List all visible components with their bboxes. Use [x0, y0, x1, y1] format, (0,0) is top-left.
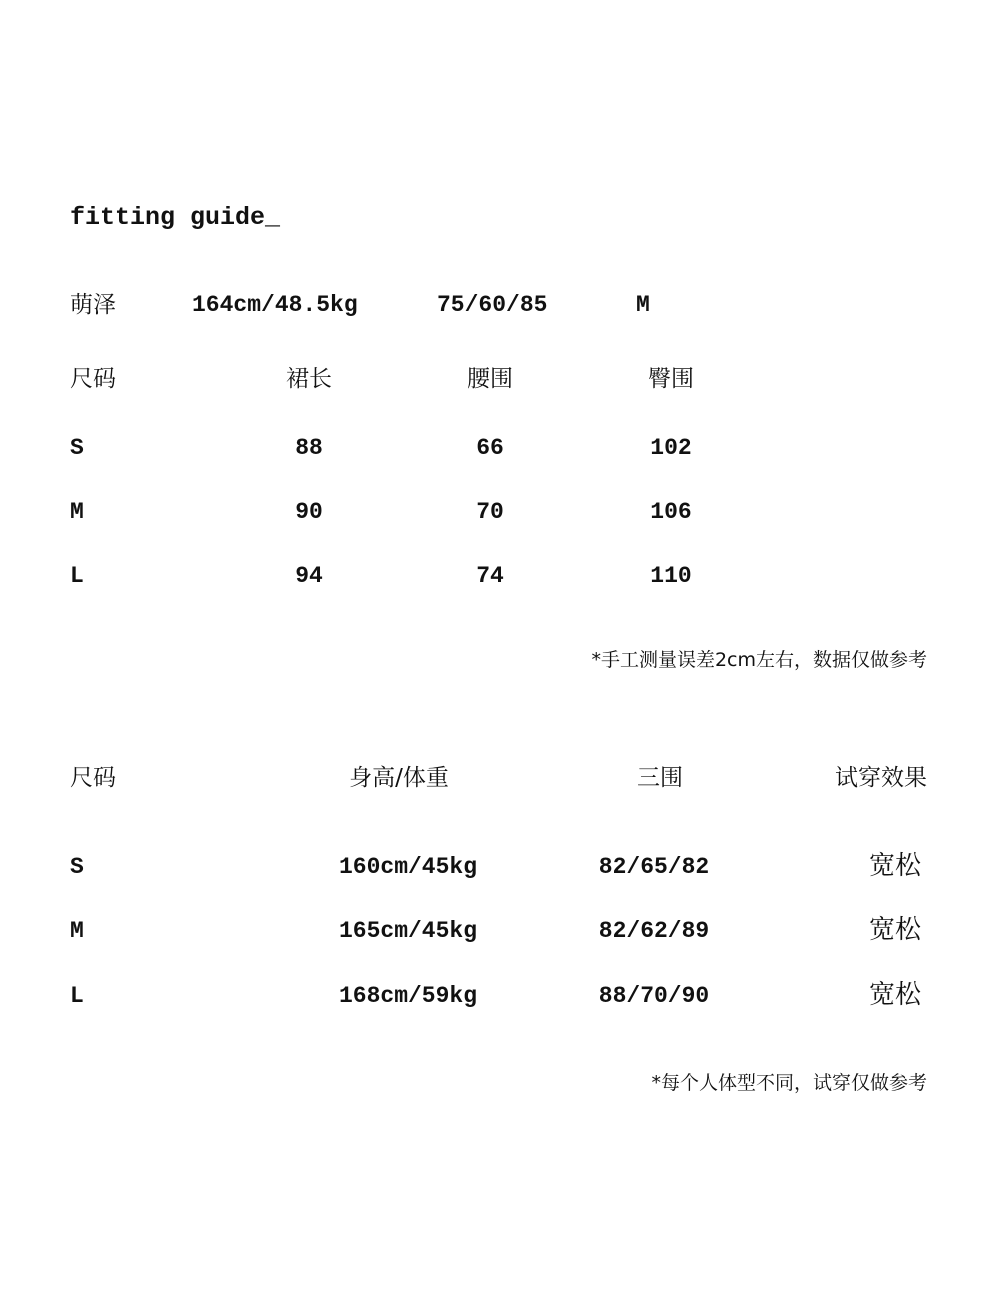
size-cell: L: [70, 563, 84, 589]
hip-cell: 110: [650, 563, 692, 589]
model-size: M: [636, 292, 650, 318]
model-height-weight: 164cm/48.5kg: [192, 292, 358, 318]
hip-cell: 106: [650, 499, 692, 525]
waist-cell: 66: [476, 435, 504, 461]
hip-cell: 102: [650, 435, 692, 461]
waist-cell: 70: [476, 499, 504, 525]
size-cell: S: [70, 854, 84, 880]
measurements-cell: 82/62/89: [598, 918, 710, 944]
measurement-note: *手工测量误差2cm左右，数据仅做参考: [591, 649, 927, 671]
model-measurements: 75/60/85: [437, 292, 548, 318]
height-weight-cell: 160cm/45kg: [338, 854, 478, 880]
fit-effect-cell: 宽松: [869, 980, 922, 1010]
fit-effect-cell: 宽松: [869, 915, 922, 945]
fit-table-header-size: 尺码: [70, 765, 116, 791]
waist-cell: 74: [476, 563, 504, 589]
height-weight-cell: 165cm/45kg: [338, 918, 478, 944]
fit-effect-cell: 宽松: [869, 851, 922, 881]
fit-note: *每个人体型不同，试穿仅做参考: [651, 1072, 927, 1094]
height-weight-cell: 168cm/59kg: [338, 983, 478, 1009]
size-cell: M: [70, 918, 84, 944]
length-cell: 90: [295, 499, 323, 525]
size-table-header-hip: 臀围: [648, 366, 694, 392]
size-cell: L: [70, 983, 84, 1009]
fit-table-header-measurements: 三围: [637, 765, 683, 791]
size-cell: S: [70, 435, 84, 461]
model-name: 萌泽: [70, 292, 116, 318]
size-table-header-size: 尺码: [70, 366, 116, 392]
fit-table-header-fit-effect: 试穿效果: [835, 765, 927, 791]
size-table-header-length: 裙长: [286, 366, 332, 392]
length-cell: 88: [295, 435, 323, 461]
measurements-cell: 82/65/82: [598, 854, 710, 880]
page-title: fitting guide_: [70, 203, 281, 232]
length-cell: 94: [295, 563, 323, 589]
measurements-cell: 88/70/90: [598, 983, 710, 1009]
fit-table-header-height-weight: 身高/体重: [349, 765, 449, 791]
size-table-header-waist: 腰围: [467, 366, 513, 392]
size-cell: M: [70, 499, 84, 525]
